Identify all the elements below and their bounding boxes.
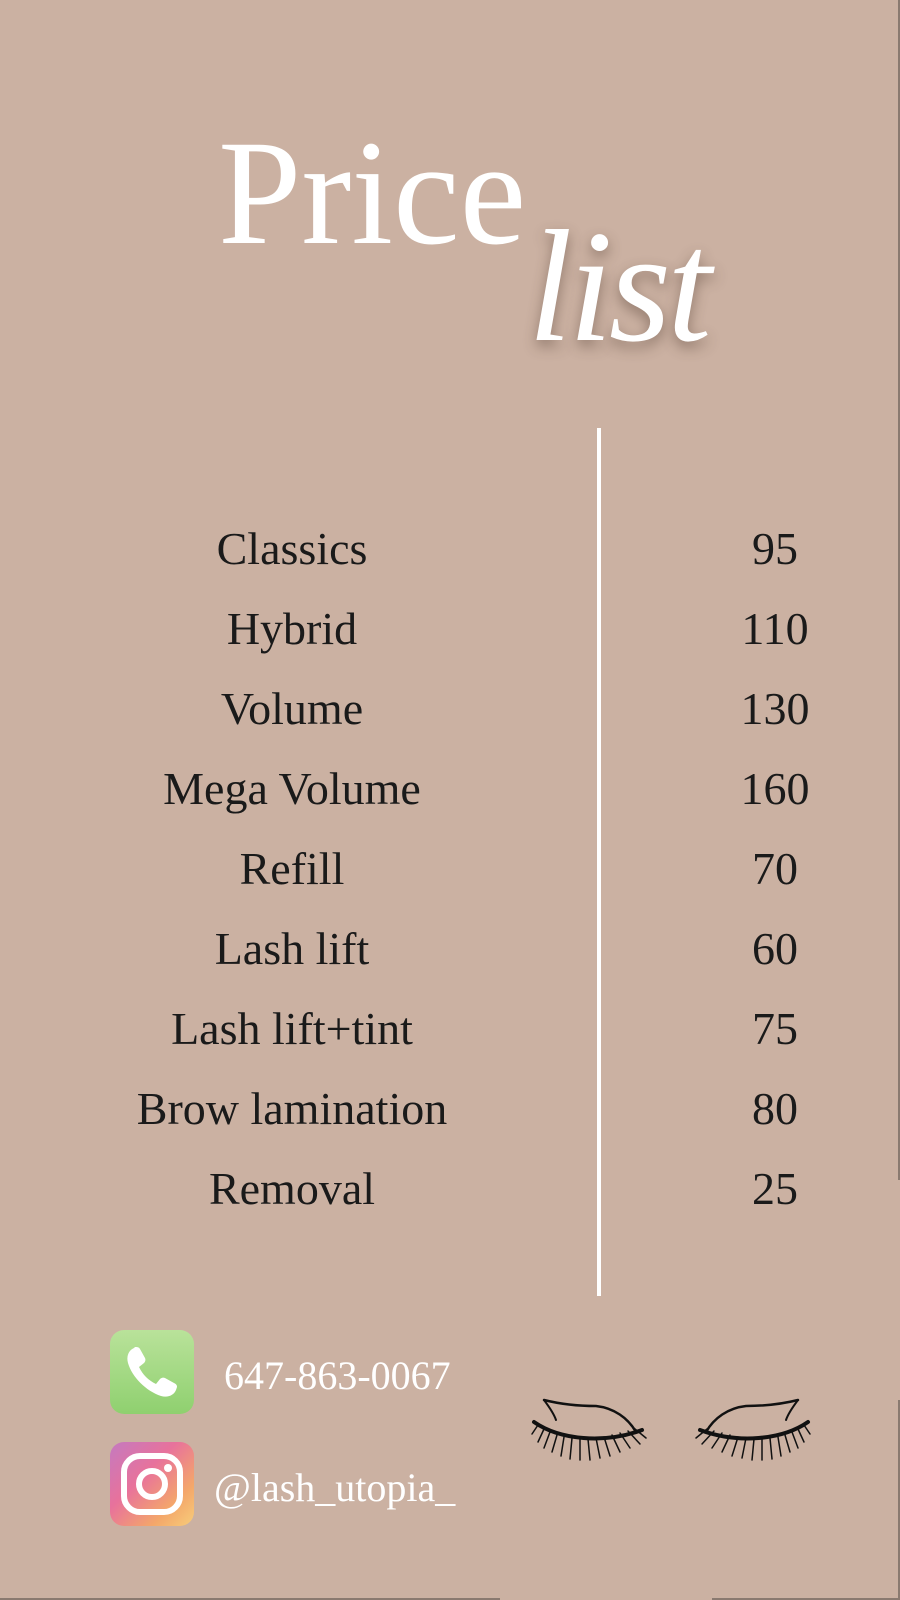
page-title-list: list [528, 197, 708, 375]
service-name: Brow lamination [136, 1083, 448, 1134]
instagram-icon[interactable] [110, 1442, 194, 1526]
service-name: Lash lift+tint [171, 1003, 413, 1054]
instagram-handle[interactable]: @lash_utopia_ [214, 1465, 456, 1510]
phone-icon[interactable] [110, 1330, 194, 1414]
price-row [0, 750, 900, 830]
price-row [0, 590, 900, 670]
service-price: 160 [740, 763, 810, 814]
service-price: 80 [752, 1083, 798, 1134]
page-title-price: Price [218, 110, 527, 276]
price-row [0, 1150, 900, 1230]
price-row [0, 670, 900, 750]
service-name: Removal [208, 1163, 376, 1214]
phone-number[interactable]: 647-863-0067 [224, 1353, 451, 1398]
closed-eye-icon [532, 1400, 646, 1460]
price-row [0, 830, 900, 910]
price-row [0, 510, 900, 590]
service-price: 60 [752, 923, 798, 974]
closed-eyes-illustration [530, 1392, 820, 1498]
service-name: Volume [220, 683, 364, 734]
service-price: 75 [752, 1003, 798, 1054]
service-name: Refill [239, 843, 345, 894]
service-name: Hybrid [226, 603, 358, 654]
price-row [0, 1070, 900, 1150]
service-name: Lash lift [214, 923, 370, 974]
service-name: Mega Volume [163, 763, 421, 814]
service-price: 95 [752, 523, 798, 574]
price-row [0, 990, 900, 1070]
service-price: 130 [740, 683, 810, 734]
service-price: 110 [741, 603, 809, 654]
service-price: 25 [752, 1163, 798, 1214]
service-price: 70 [752, 843, 798, 894]
price-row [0, 910, 900, 990]
service-name: Classics [216, 523, 368, 574]
closed-eye-icon [696, 1400, 810, 1460]
